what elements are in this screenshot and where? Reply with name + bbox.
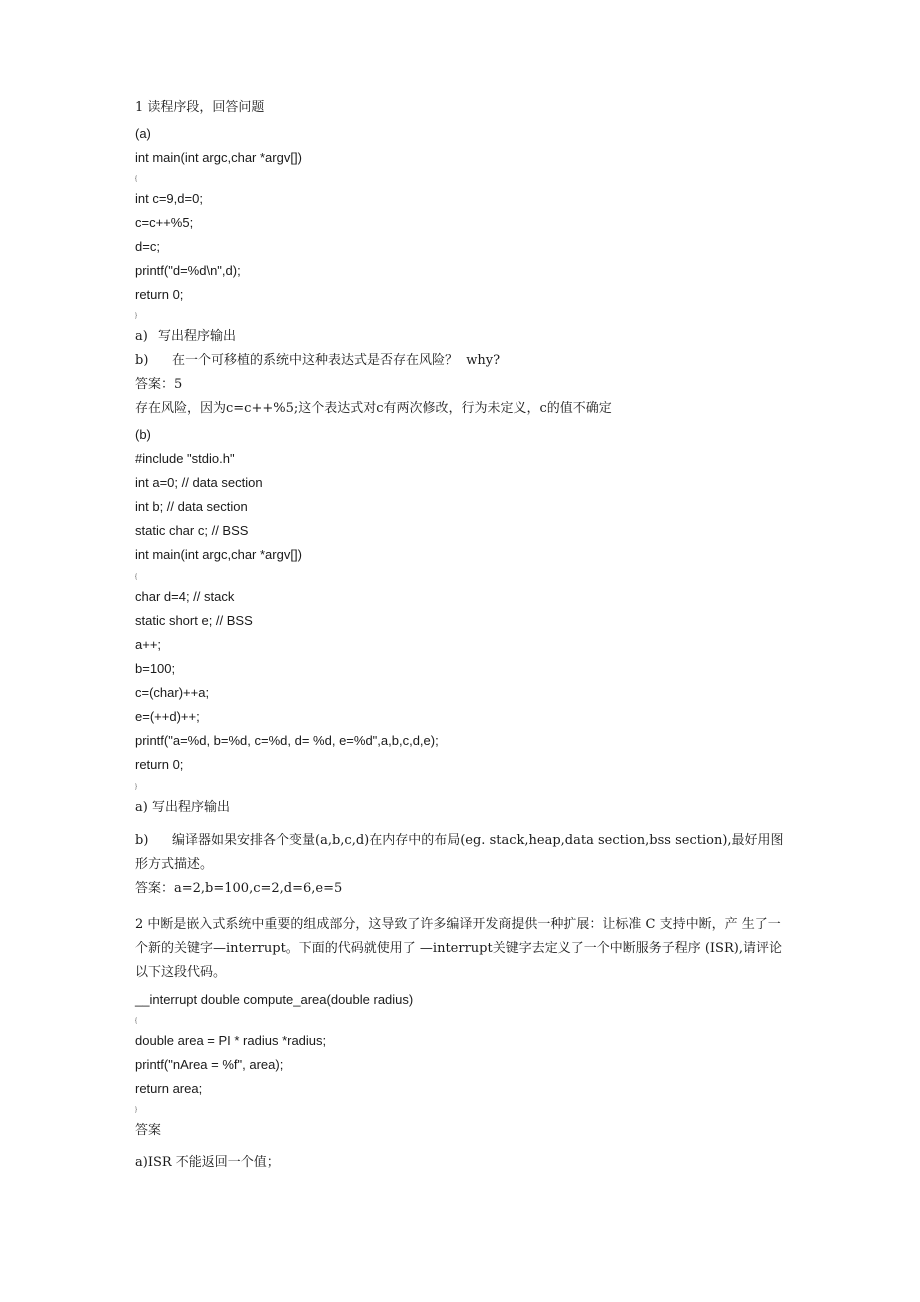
code-line: e=(++d)++; [135, 709, 200, 724]
code-line: int a=0; // data section [135, 475, 263, 490]
q1a-question-a-text: 写出程序输出 [158, 329, 237, 344]
code-line: d=c; [135, 239, 160, 254]
code-brace-close: } [135, 313, 138, 319]
q1b-question-b-text: 编译器如果安排各个变量(a,b,c,d)在内存中的布局(eg. stack,heap,data section,bss section),最好用图 形方式描述。 [135, 833, 784, 872]
q1a-question-b-marker: b) [135, 353, 149, 368]
q1a-question-b-text: 在一个可移植的系统中这种表达式是否存在风险？ why? [172, 353, 501, 368]
q1b-label: (b) [135, 427, 151, 442]
q1b-question-b [135, 829, 790, 877]
code-line: static char c; // BSS [135, 523, 249, 538]
code-line: printf("d=%d\n",d); [135, 263, 241, 278]
q2-answer-a: a)ISR 不能返回一个值； [135, 1155, 280, 1170]
code-line: printf("nArea = %f", area); [135, 1057, 284, 1072]
code-line: return 0; [135, 757, 184, 772]
code-line: return 0; [135, 287, 184, 302]
code-line: static short e; // BSS [135, 613, 253, 628]
q1a-explanation: 存在风险，因为c=c++%5;这个表达式对c有两次修改，行为未定义，c的值不确定 [135, 401, 612, 416]
q2-answer-label: 答案 [135, 1123, 162, 1138]
q1a-question-b [135, 353, 500, 369]
code-brace-open: { [135, 176, 138, 182]
code-line: b=100; [135, 661, 176, 676]
code-line: return area; [135, 1081, 203, 1096]
code-line: char d=4; // stack [135, 589, 235, 604]
q1b-question-b-marker: b) [135, 833, 149, 848]
code-line: int main(int argc,char *argv[]) [135, 547, 302, 562]
code-line: a++; [135, 637, 162, 652]
code-line: int c=9,d=0; [135, 191, 203, 206]
code-line: #include "stdio.h" [135, 451, 235, 466]
q1a-question-a-marker: a) [135, 329, 148, 344]
code-brace-close: } [135, 1107, 138, 1113]
code-line: c=c++%5; [135, 215, 194, 230]
q1a-answer: 答案：5 [135, 377, 183, 392]
q1b-question-a: a) 写出程序输出 [135, 800, 230, 815]
code-line: __interrupt double compute_area(double radius) [135, 992, 414, 1007]
q1a-label: (a) [135, 126, 151, 141]
q1-title: 1 读程序段，回答问题 [135, 100, 265, 115]
q1a-question-a [135, 329, 236, 345]
q2-intro: 2 中断是嵌入式系统中重要的组成部分，这导致了许多编译开发商提供一种扩展：让标准 C 支持中断，产 生了一个新的关键字—interrupt。下面的代码就使用了 —interrupt关键字去定义了一个中断服务子程序 (ISR),请评论以下这段代码。 [135, 917, 782, 980]
code-line: int b; // data section [135, 499, 248, 514]
code-brace-close: } [135, 784, 138, 790]
q1b-answer: 答案：a=2,b=100,c=2,d=6,e=5 [135, 881, 343, 896]
code-line: printf("a=%d, b=%d, c=%d, d= %d, e=%d",a,b,c,d,e); [135, 733, 439, 748]
code-line: c=(char)++a; [135, 685, 210, 700]
code-line: int main(int argc,char *argv[]) [135, 150, 302, 165]
code-brace-open: { [135, 574, 138, 580]
code-brace-open: { [135, 1018, 138, 1024]
code-line: double area = PI * radius *radius; [135, 1033, 327, 1048]
